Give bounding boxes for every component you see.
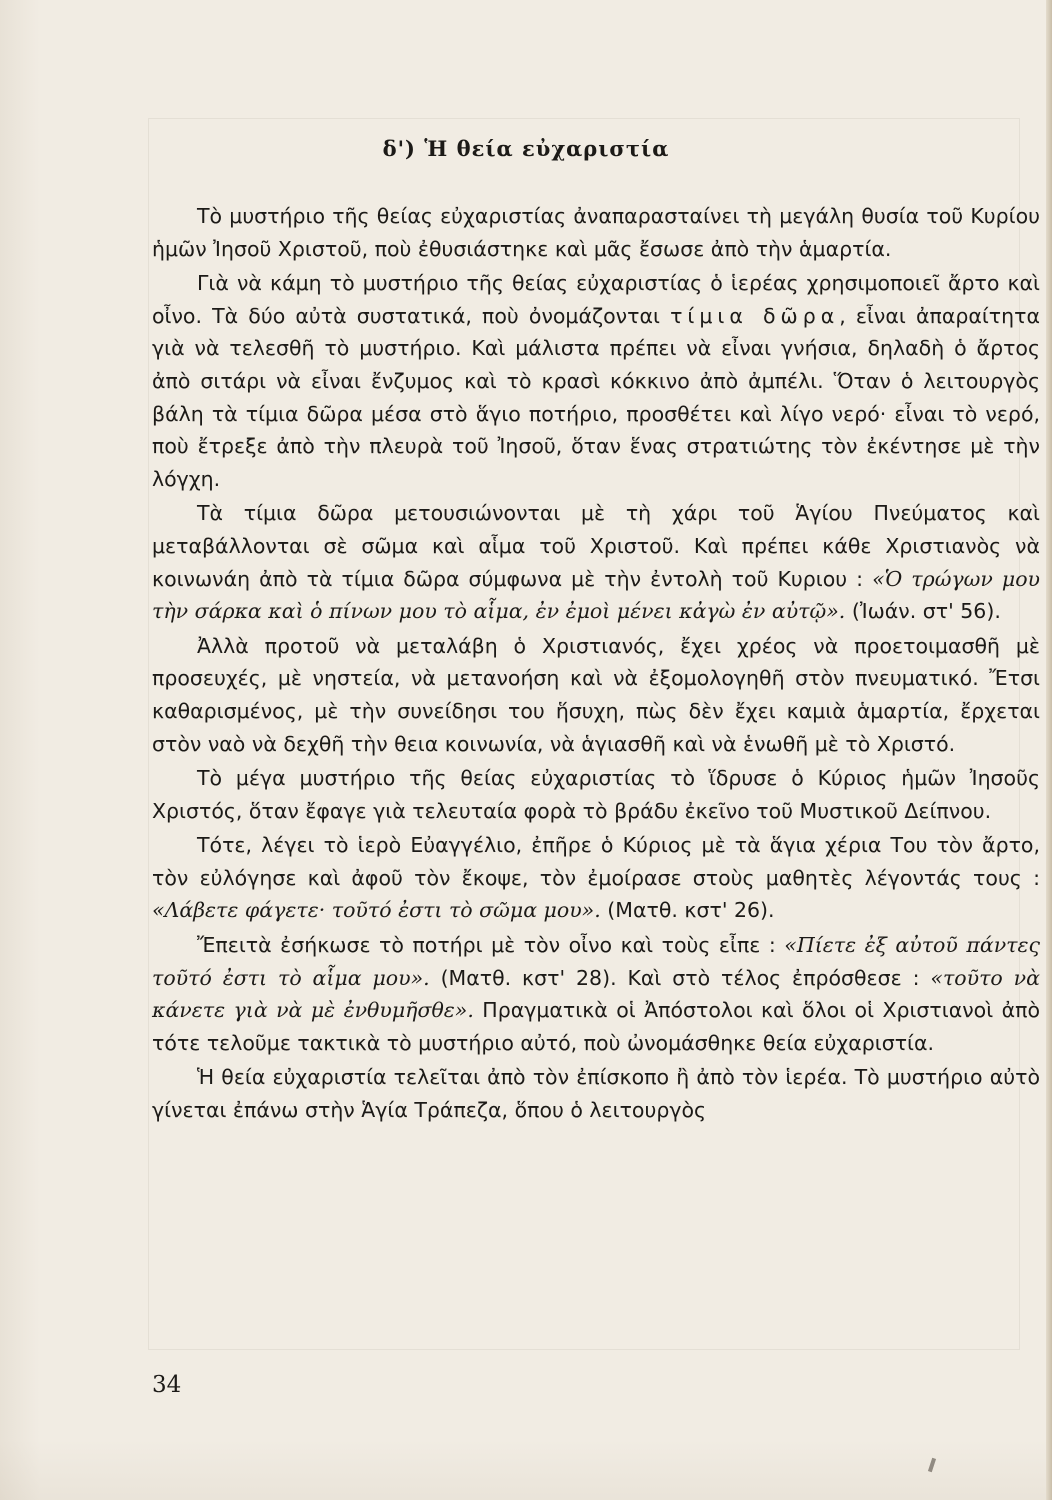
paragraph-6: [152, 829, 1040, 927]
paragraph-text: Τὸ μέγα μυστήριο τῆς θείας εὐχαριστίας τὸ ἵδρυσε ὁ Κύριος ἡμῶν Ἰησοῦς Χριστός, ὅταν ἔφαγε γιὰ τελευταία φορὰ τὸ βράδυ ἐκεῖνο τοῦ Μυστικοῦ Δείπνου.: [152, 766, 1040, 823]
page-number: 34: [152, 1372, 182, 1398]
paragraph-8: [152, 1061, 1040, 1126]
citation: (Ματθ. κστ' 26).: [607, 898, 775, 923]
ink-mark: [928, 1458, 936, 1473]
scripture-quote: «τοῦτο νὰ κάνετε γιὰ νὰ μὲ ἐνθυμῆσθε».: [152, 965, 1040, 1023]
paragraph-text: Ἡ θεία εὐχαριστία τελεῖται ἀπὸ τὸν ἐπίσκοπο ἢ ἀπὸ τὸν ἱερέα. Τὸ μυστήριο αὐτὸ γίνεται ἐπάνω στὴν Ἁγία Τράπεζα, ὅπου ὁ λειτουργὸς: [152, 1065, 1040, 1123]
paragraph-text: Τότε, λέγει τὸ ἱερὸ Εὐαγγέλιο, ἐπῆρε ὁ Κύριος μὲ τὰ ἅγια χέρια Του τὸν ἄρτο, τὸν εὐλόγησε καὶ ἀφοῦ τὸν ἔκοψε, τὸν ἐμοίρασε στοὺς μαθητὲς λέγοντάς τους :: [152, 833, 1040, 890]
scripture-quote: «Λάβετε φάγετε· τοῦτό ἐστι τὸ σῶμα μου».: [152, 898, 601, 923]
paragraph-1: [152, 200, 1040, 265]
citation: (Ματθ. κστ' 28). Καὶ στὸ τέλος ἐπρόσθεσε :: [440, 965, 920, 990]
paragraph-text: Γιὰ νὰ κάμη τὸ μυστήριο τῆς θείας εὐχαριστίας ὁ ἱερέας χρησιμοποιεῖ ἄρτο καὶ οἶνο. Τὰ δύο αὐτὰ συστατικά, ποὺ ὀνομάζονται: [152, 271, 1040, 328]
paragraph-5: [152, 762, 1040, 827]
citation: (Ἰωάν. στ' 56).: [851, 599, 1001, 624]
emphasized-term: τίμια δῶρα: [670, 303, 840, 328]
page-edge: [1046, 0, 1052, 1500]
paragraph-text: Τὰ τίμια δῶρα μετουσιώνονται μὲ τὴ χάρι τοῦ Ἁγίου Πνεύματος καὶ μεταβάλλονται σὲ σῶμα καὶ αἷμα τοῦ Χριστοῦ. Καὶ πρέπει κάθε Χριστιανὸς νὰ κοινωνάη ἀπὸ τὰ τίμια δῶρα σύμφωνα μὲ τὴν ἐντολὴ τοῦ Κυριου :: [152, 501, 1040, 591]
paragraph-3: [152, 497, 1040, 627]
paragraph-text: Πραγματικὰ οἱ Ἀπόστολοι καὶ ὅλοι οἱ Χριστιανοὶ ἀπὸ τότε τελοῦμε τακτικὰ τὸ μυστήριο αὐτό, ποὺ ὠνομάσθηκε θεία εὐχαριστία.: [152, 998, 1040, 1055]
body-text: [152, 200, 1040, 1127]
paragraph-text: , εἶναι ἀπαραίτητα γιὰ νὰ τελεσθῆ τὸ μυστήριο. Καὶ μάλιστα πρέπει νὰ εἶναι γνήσια, δηλαδὴ ὁ ἄρτος ἀπὸ σιτάρι νὰ εἶναι ἔνζυμος καὶ τὸ κρασὶ κόκκινο ἀπὸ ἀμπέλι. Ὅταν ὁ λειτουργὸς βάλη τὰ τίμια δῶρα μέσα στὸ ἅγιο ποτήριο, προσθέτει καὶ λίγο νερό· εἶναι τὸ νερό, ποὺ ἔτρεξε ἀπὸ τὴν πλευρὰ τοῦ Ἰησοῦ, ὅταν ἕνας στρατιώτης τὸν ἐκέντησε μὲ τὴν λόγχη.: [152, 303, 1040, 491]
paragraph-text: Τὸ μυστήριο τῆς θείας εὐχαριστίας ἀναπαρασταίνει τὴ μεγάλη θυσία τοῦ Κυρίου ἡμῶν Ἰησοῦ Χριστοῦ, ποὺ ἐθυσιάστηκε καὶ μᾶς ἔσωσε ἀπὸ τὴν ἁμαρτία.: [152, 204, 1040, 261]
paragraph-text: Ἀλλὰ προτοῦ νὰ μεταλάβη ὁ Χριστιανός, ἔχει χρέος νὰ προετοιμασθῆ μὲ προσευχές, μὲ νηστεία, νὰ μετανοήση καὶ νὰ ἐξομολογηθῆ στὸν πνευματικό. Ἔτσι καθαρισμένος, μὲ τὴν συνείδησι του ἥσυχη, πὼς δὲν ἔχει καμιὰ ἁμαρτία, ἔρχεται στὸν ναὸ νὰ δεχθῆ τὴν θεια κοινωνία, νὰ ἁγιασθῆ καὶ νὰ ἑνωθῆ μὲ τὸ Χριστό.: [152, 633, 1040, 756]
scripture-quote: «Ὁ τρώγων μου τὴν σάρκα καὶ ὁ πίνων μου τὸ αἷμα, ἐν ἐμοὶ μένει κἀγὼ ἐν αὐτῷ».: [152, 566, 1040, 624]
scripture-quote: «Πίετε ἐξ αὐτοῦ πάντες τοῦτό ἐστι τὸ αἷμα μου».: [152, 933, 1040, 990]
paragraph-4: [152, 630, 1040, 760]
paragraph-2: [152, 267, 1040, 495]
section-heading: δ') Ἡ θεία εὐχαριστία: [382, 136, 670, 161]
paragraph-7: [152, 929, 1040, 1059]
paragraph-text: Ἔπειτὰ ἐσήκωσε τὸ ποτήρι μὲ τὸν οἶνο καὶ τοὺς εἶπε :: [197, 933, 776, 958]
